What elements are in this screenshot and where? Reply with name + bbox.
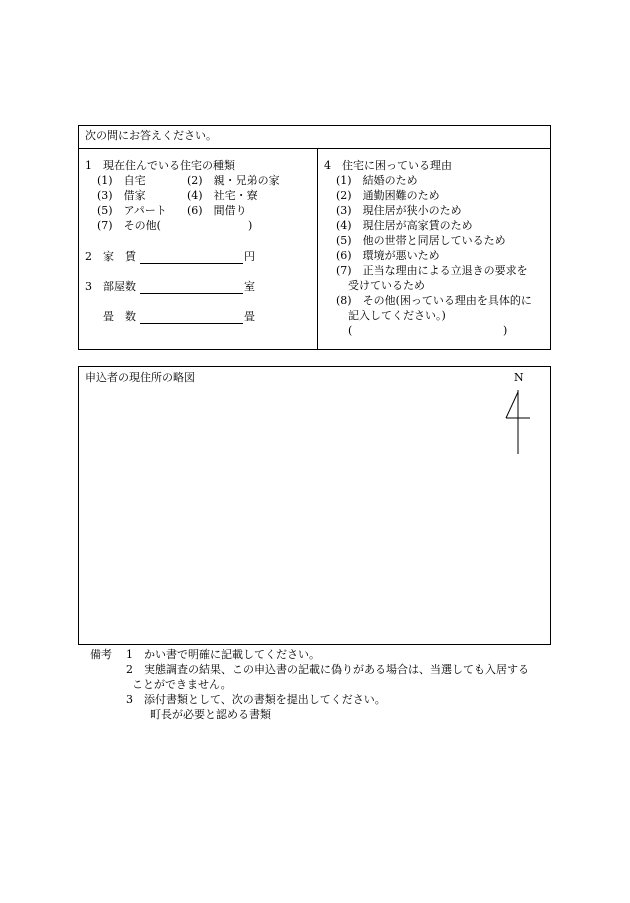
q1-option-4: (4) 社宅・寮	[187, 189, 258, 202]
note-3: 3 添付書類として、次の書類を提出してください。	[126, 693, 386, 706]
q3-label: 3 部屋数	[85, 280, 136, 293]
north-label: N	[514, 371, 524, 384]
notes-label: 備考	[90, 648, 112, 661]
map-title: 申込者の現住所の略図	[85, 371, 195, 384]
q4-option-8: (8) その他(困っている理由を具体的に	[336, 294, 532, 307]
rent-field[interactable]	[140, 263, 243, 264]
note-3-detail: 町長が必要と認める書類	[150, 708, 271, 721]
q3-sub-unit: 畳	[244, 310, 255, 323]
q4-option-5: (5) 他の世帯と同居しているため	[336, 234, 506, 247]
instruction-text: 次の問にお答えください。	[85, 129, 217, 142]
note-1: 1 かい書で明確に記載してください。	[126, 648, 320, 661]
note-2: 2 実態調査の結果、この申込書の記載に偽りがある場合は、当選しても入居する	[126, 663, 529, 676]
q4-option-3: (3) 現住居が狭小のため	[336, 204, 462, 217]
q4-option-8-cont: 記入してください。)	[348, 309, 446, 322]
q4-option-2: (2) 通勤困難のため	[336, 189, 440, 202]
q4-option-4: (4) 現住居が高家賃のため	[336, 219, 473, 232]
q1-option-7-close: )	[248, 219, 253, 232]
q1-option-2: (2) 親・兄弟の家	[187, 174, 280, 187]
q4-option-8-open: (	[348, 324, 353, 337]
map-box[interactable]	[78, 366, 551, 645]
tatami-field[interactable]	[140, 323, 243, 324]
q2-unit: 円	[244, 250, 255, 263]
q3-unit: 室	[244, 280, 255, 293]
q1-option-5: (5) アパート	[97, 204, 167, 217]
q1-option-7: (7) その他(	[97, 219, 161, 232]
note-2-cont: ことができません。	[132, 678, 232, 691]
column-divider	[317, 148, 318, 350]
instruction-divider	[78, 148, 551, 149]
north-arrow-icon	[500, 388, 536, 458]
q4-option-8-close: )	[503, 324, 508, 337]
q3-sub-label: 畳 数	[103, 310, 136, 323]
rooms-field[interactable]	[140, 293, 243, 294]
q1-option-1: (1) 自宅	[97, 174, 146, 187]
q4-option-7-cont: 受けているため	[348, 279, 425, 292]
q4-option-7: (7) 正当な理由による立退きの要求を	[336, 264, 528, 277]
q1-option-6: (6) 間借り	[187, 204, 247, 217]
q1-option-3: (3) 借家	[97, 189, 146, 202]
q1-title: 1 現在住んでいる住宅の種類	[85, 159, 235, 172]
q4-title: 4 住宅に困っている理由	[324, 159, 452, 172]
q4-option-1: (1) 結婚のため	[336, 174, 418, 187]
q2-label: 2 家 賃	[85, 250, 136, 263]
q4-option-6: (6) 環境が悪いため	[336, 249, 440, 262]
